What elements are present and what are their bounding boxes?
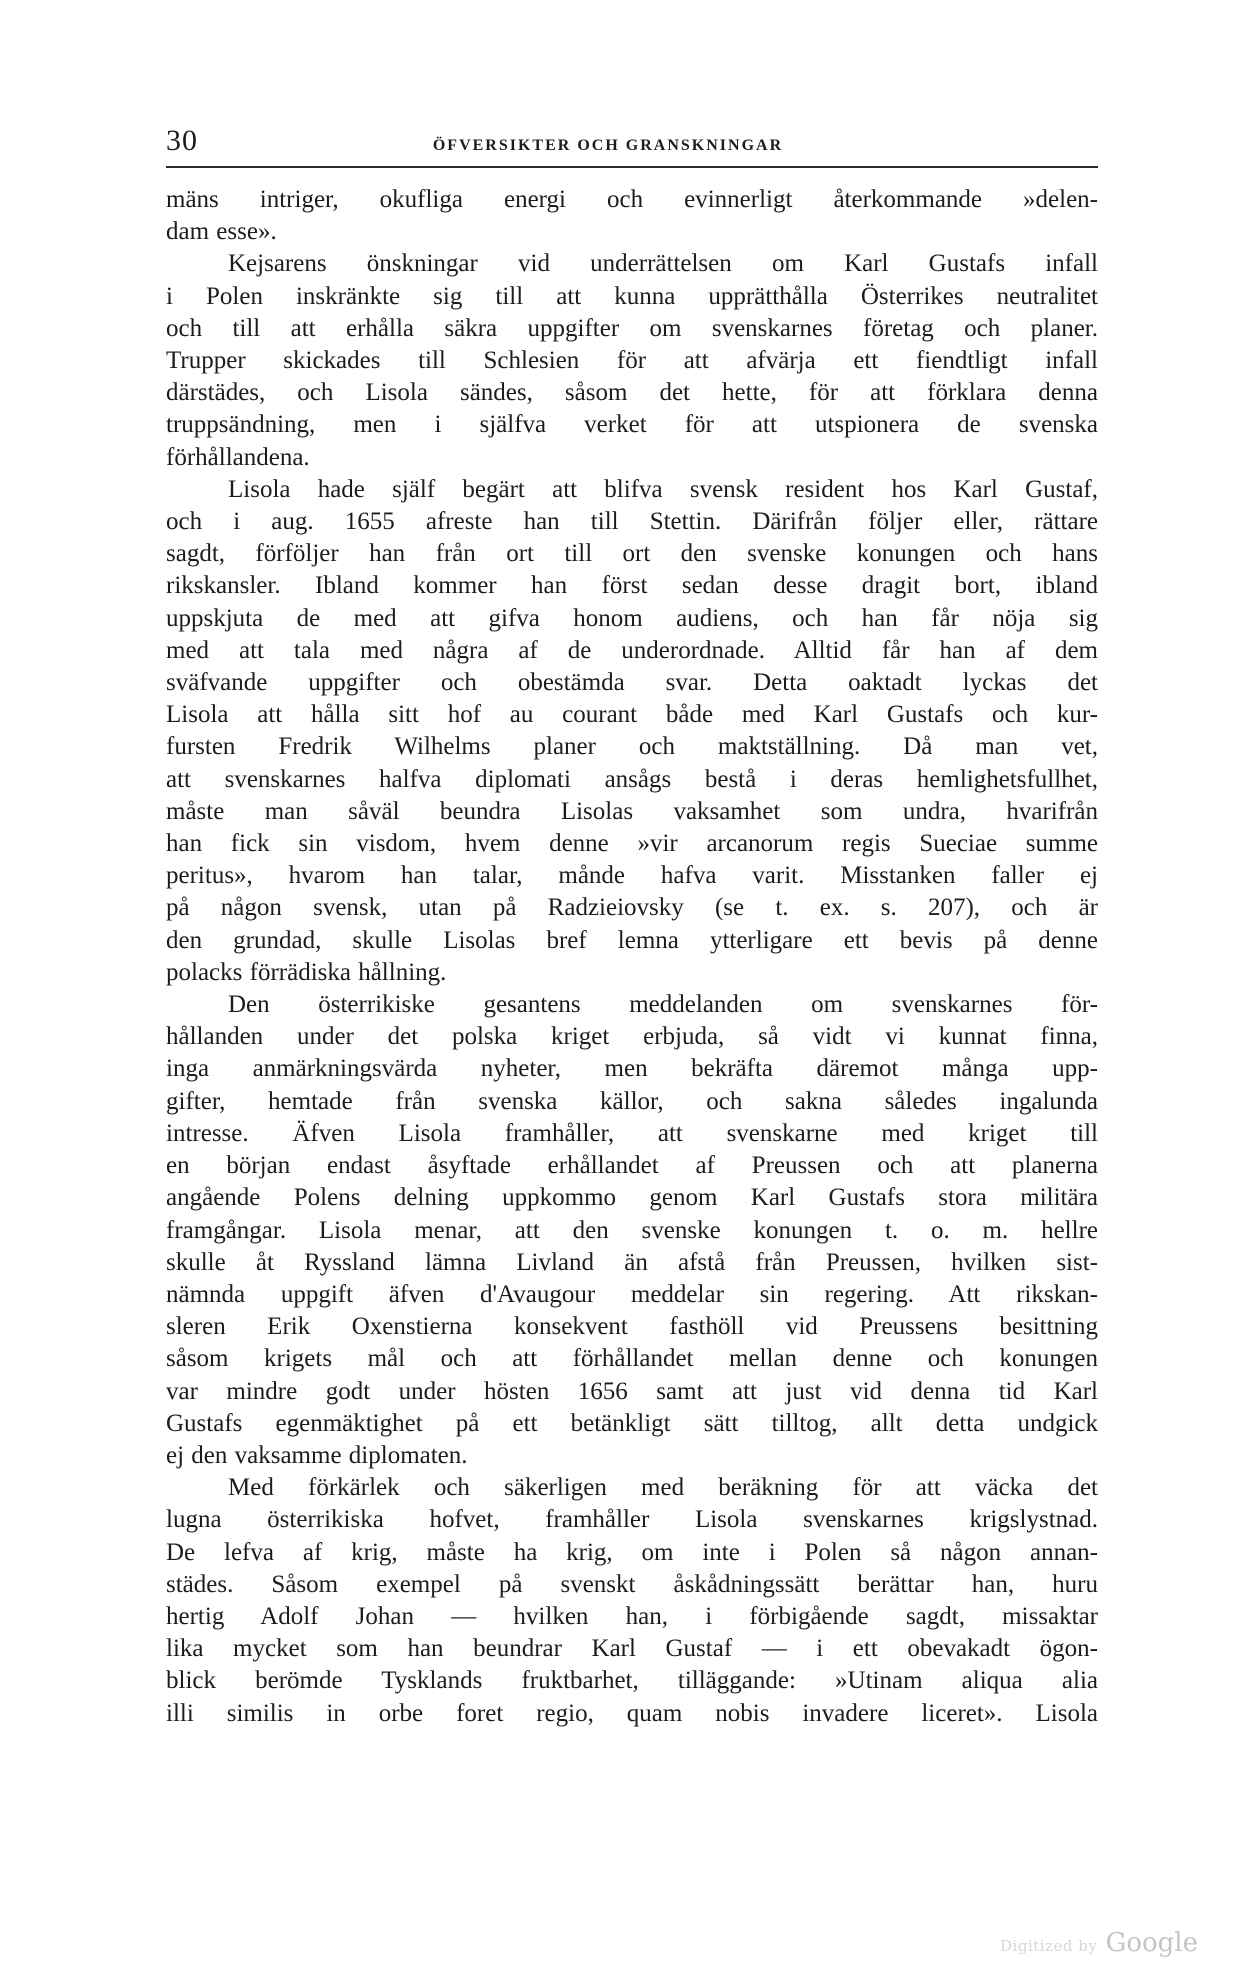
- text-line: sväfvande uppgifter och obestämda svar. Detta oaktadt lyckas det: [166, 669, 1098, 697]
- text-line: polacks förrädiska hållning.: [166, 958, 447, 986]
- text-line: rikskansler. Ibland kommer han först sedan desse dragit bort, ibland: [166, 572, 1098, 600]
- text-line: hertig Adolf Johan — hvilken han, i förbigående sagdt, missaktar: [166, 1602, 1098, 1630]
- text-line: förhållandena.: [166, 443, 310, 471]
- text-line: Den österrikiske gesantens meddelanden om svenskarnes för-: [228, 991, 1098, 1019]
- text-line: sagdt, förföljer han från ort till ort den svenske konungen och hans: [166, 540, 1098, 568]
- text-line: såsom krigets mål och att förhållandet mellan denne och konungen: [166, 1345, 1098, 1373]
- text-line: angående Polens delning uppkommo genom Karl Gustafs stora militära: [166, 1184, 1098, 1212]
- text-line: Med förkärlek och säkerligen med beräkning för att väcka det: [228, 1474, 1098, 1502]
- text-line: nämnda uppgift äfven d'Avaugour meddelar sin regering. Att rikskan-: [166, 1280, 1098, 1308]
- text-line: fursten Fredrik Wilhelms planer och maktställning. Då man vet,: [166, 733, 1098, 761]
- text-line: peritus», hvarom han talar, månde hafva varit. Misstanken faller ej: [166, 862, 1098, 890]
- text-line: inga anmärkningsvärda nyheter, men bekräfta däremot många upp-: [166, 1055, 1098, 1083]
- text-line: sleren Erik Oxenstierna konsekvent fasthöll vid Preussens besittning: [166, 1313, 1098, 1341]
- text-line: han fick sin visdom, hvem denne »vir arcanorum regis Sueciae summe: [166, 830, 1098, 858]
- text-line: truppsändning, men i själfva verket för att utspionera de svenska: [166, 411, 1098, 439]
- text-line: därstädes, och Lisola sändes, såsom det hette, för att förklara denna: [166, 379, 1098, 407]
- google-watermark: [1000, 1928, 1198, 1958]
- text-line: städes. Såsom exempel på svenskt åskådningssätt berättar han, huru: [166, 1570, 1098, 1598]
- text-line: och till att erhålla säkra uppgifter om svenskarnes företag och planer.: [166, 314, 1098, 342]
- text-line: och i aug. 1655 afreste han till Stettin. Därifrån följer eller, rättare: [166, 508, 1098, 536]
- text-line: Lisola hade själf begärt att blifva svensk resident hos Karl Gustaf,: [228, 475, 1098, 503]
- text-line: intresse. Äfven Lisola framhåller, att svenskarne med kriget till: [166, 1119, 1098, 1147]
- text-line: skulle åt Ryssland lämna Livland än afstå från Preussen, hvilken sist-: [166, 1248, 1098, 1276]
- text-line: en början endast åsyftade erhållandet af Preussen och att planerna: [166, 1152, 1098, 1180]
- text-line: hållanden under det polska kriget erbjuda, så vidt vi kunnat finna,: [166, 1023, 1098, 1051]
- text-line: måste man såväl beundra Lisolas vaksamhet som undra, hvarifrån: [166, 797, 1098, 825]
- paragraph: [166, 184, 1098, 248]
- page-header: [166, 124, 1098, 168]
- text-line: lugna österrikiska hofvet, framhåller Lisola svenskarnes krigslystnad.: [166, 1506, 1098, 1534]
- watermark-prefix: Digitized by: [1000, 1937, 1098, 1955]
- text-line: De lefva af krig, måste ha krig, om inte i Polen så någon annan-: [166, 1538, 1098, 1566]
- running-head: ÖFVERSIKTER OCH GRANSKNINGAR: [432, 137, 784, 154]
- text-line: den grundad, skulle Lisolas bref lemna ytterligare ett bevis på denne: [166, 926, 1098, 954]
- text-line: dam esse».: [166, 218, 277, 246]
- text-line: Trupper skickades till Schlesien för att afvärja ett fiendtligt infall: [166, 347, 1098, 375]
- text-line: illi similis in orbe foret regio, quam nobis invadere liceret». Lisola: [166, 1699, 1098, 1727]
- text-line: var mindre godt under hösten 1656 samt att just vid denna tid Karl: [166, 1377, 1098, 1405]
- text-line: att svenskarnes halfva diplomati ansågs bestå i deras hemlighetsfullhet,: [166, 765, 1098, 793]
- text-line: Kejsarens önskningar vid underrättelsen om Karl Gustafs infall: [228, 250, 1098, 278]
- text-line: Gustafs egenmäktighet på ett betänkligt sätt tilltog, allt detta undgick: [166, 1409, 1098, 1437]
- text-line: uppskjuta de med att gifva honom audiens, och han får nöja sig: [166, 604, 1098, 632]
- text-line: blick berömde Tysklands fruktbarhet, tilläggande: »Utinam aliqua alia: [166, 1667, 1098, 1695]
- page: [166, 124, 1098, 1730]
- text-line: lika mycket som han beundrar Karl Gustaf — i ett obevakadt ögon-: [166, 1635, 1098, 1663]
- text-line: gifter, hemtade från svenska källor, och sakna således ingalunda: [166, 1087, 1098, 1115]
- page-number: 30: [166, 124, 198, 157]
- text-line: med att tala med några af de underordnade. Alltid får han af dem: [166, 636, 1098, 664]
- paragraph: [166, 248, 1098, 473]
- watermark-brand: Google: [1105, 1928, 1198, 1958]
- text-line: Lisola att hålla sitt hof au courant både med Karl Gustafs och kur-: [166, 701, 1098, 729]
- body-text: [166, 184, 1098, 1730]
- paragraph: [166, 989, 1098, 1472]
- text-line: på någon svensk, utan på Radzieiovsky (se t. ex. s. 207), och är: [166, 894, 1098, 922]
- paragraph: [166, 1472, 1098, 1730]
- text-line: framgångar. Lisola menar, att den svenske konungen t. o. m. hellre: [166, 1216, 1098, 1244]
- text-line: mäns intriger, okufliga energi och evinnerligt återkommande »delen-: [166, 186, 1098, 213]
- paragraph: [166, 474, 1098, 989]
- text-line: ej den vaksamme diplomaten.: [166, 1441, 468, 1469]
- text-line: i Polen inskränkte sig till att kunna upprätthålla Österrikes neutralitet: [166, 282, 1098, 310]
